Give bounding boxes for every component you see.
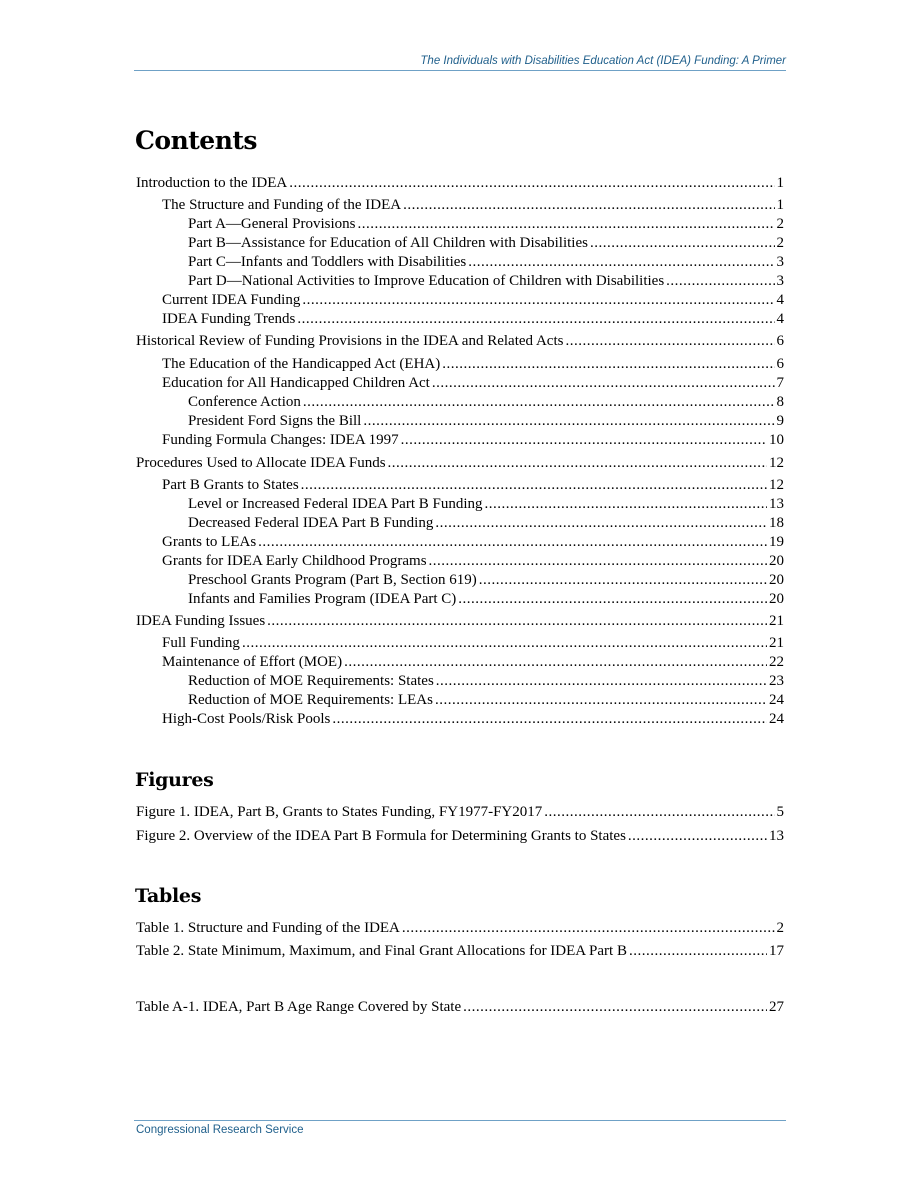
toc-page-number: 23 bbox=[769, 673, 784, 689]
contents-heading: Contents bbox=[135, 126, 258, 155]
toc-entry[interactable]: Infants and Families Program (IDEA Part C) ..... 20 bbox=[188, 590, 784, 609]
toc-entry[interactable]: Historical Review of Funding Provisions in the IDEA and Related Acts ..... 6 bbox=[136, 332, 784, 351]
toc-entry[interactable]: IDEA Funding Issues ..... 21 bbox=[136, 612, 784, 631]
dot-leader bbox=[432, 374, 775, 393]
dot-leader bbox=[544, 803, 774, 822]
dot-leader bbox=[435, 514, 767, 533]
dot-leader bbox=[242, 634, 767, 653]
toc-page-number: 7 bbox=[776, 375, 784, 391]
toc-entry[interactable]: Introduction to the IDEA ..... 1 bbox=[136, 174, 784, 193]
toc-page-number: 24 bbox=[769, 692, 784, 708]
toc-page-number: 17 bbox=[769, 943, 784, 959]
toc-entry[interactable]: Education for All Handicapped Children Act ..... 7 bbox=[162, 374, 784, 393]
toc-entry[interactable]: Preschool Grants Program (Part B, Section 619) ..... 20 bbox=[188, 571, 784, 590]
toc-page-number: 6 bbox=[776, 333, 784, 349]
dot-leader bbox=[590, 234, 775, 253]
toc-page-number: 6 bbox=[776, 356, 784, 372]
toc-page-number: 4 bbox=[776, 292, 784, 308]
toc-entry[interactable]: Current IDEA Funding ..... 4 bbox=[162, 291, 784, 310]
toc-entry[interactable]: Full Funding ..... 21 bbox=[162, 634, 784, 653]
table-entry[interactable]: Table 1. Structure and Funding of the IDEA ..... 2 bbox=[136, 919, 784, 938]
toc-entry[interactable]: Conference Action ..... 8 bbox=[188, 393, 784, 412]
dot-leader bbox=[463, 998, 767, 1017]
toc-entry[interactable]: President Ford Signs the Bill ..... 9 bbox=[188, 412, 784, 431]
toc-entry[interactable]: Maintenance of Effort (MOE) ..... 22 bbox=[162, 653, 784, 672]
dot-leader bbox=[402, 919, 775, 938]
toc-page-number: 20 bbox=[769, 591, 784, 607]
toc-page-number: 5 bbox=[776, 804, 784, 820]
toc-entry[interactable]: Part D—National Activities to Improve Education of Children with Disabilities ..... 3 bbox=[188, 272, 784, 291]
dot-leader bbox=[666, 272, 774, 291]
toc-page-number: 2 bbox=[776, 920, 784, 936]
dot-leader bbox=[303, 393, 775, 412]
running-header: The Individuals with Disabilities Education Act (IDEA) Funding: A Primer bbox=[420, 55, 786, 67]
toc-page-number: 2 bbox=[776, 235, 784, 251]
dot-leader bbox=[442, 355, 774, 374]
toc-page-number: 13 bbox=[769, 496, 784, 512]
toc-page-number: 1 bbox=[776, 175, 784, 191]
figures-heading: Figures bbox=[135, 769, 214, 791]
toc-page-number: 19 bbox=[769, 534, 784, 550]
toc-entry[interactable]: Part B—Assistance for Education of All Children with Disabilities ..... 2 bbox=[188, 234, 784, 253]
figure-entry[interactable]: Figure 1. IDEA, Part B, Grants to States Funding, FY1977-FY2017 ..... 5 bbox=[136, 803, 784, 822]
dot-leader bbox=[297, 310, 774, 329]
footer-org: Congressional Research Service bbox=[136, 1124, 304, 1136]
dot-leader bbox=[458, 590, 767, 609]
toc-entry[interactable]: The Structure and Funding of the IDEA ..... 1 bbox=[162, 196, 784, 215]
toc-page-number: 12 bbox=[769, 455, 784, 471]
toc-entry[interactable]: Part C—Infants and Toddlers with Disabilities ..... 3 bbox=[188, 253, 784, 272]
dot-leader bbox=[565, 332, 774, 351]
toc-entry[interactable]: Part B Grants to States ..... 12 bbox=[162, 476, 784, 495]
dot-leader bbox=[479, 571, 767, 590]
dot-leader bbox=[267, 612, 767, 631]
toc-page-number: 8 bbox=[776, 394, 784, 410]
dot-leader bbox=[629, 942, 767, 961]
toc-entry[interactable]: Funding Formula Changes: IDEA 1997 ..... 10 bbox=[162, 431, 784, 450]
toc-entry[interactable]: Level or Increased Federal IDEA Part B Funding ..... 13 bbox=[188, 495, 784, 514]
toc-entry[interactable]: High-Cost Pools/Risk Pools ..... 24 bbox=[162, 710, 784, 729]
dot-leader bbox=[258, 533, 767, 552]
toc-page-number: 3 bbox=[776, 273, 784, 289]
dot-leader bbox=[468, 253, 774, 272]
toc-entry[interactable]: Grants to LEAs ..... 19 bbox=[162, 533, 784, 552]
dot-leader bbox=[435, 691, 767, 710]
toc-page-number: 24 bbox=[769, 711, 784, 727]
toc-page-number: 18 bbox=[769, 515, 784, 531]
toc-page-number: 27 bbox=[769, 999, 784, 1015]
header-divider bbox=[134, 70, 786, 71]
toc-page-number: 13 bbox=[769, 828, 784, 844]
dot-leader bbox=[628, 827, 767, 846]
toc-entry[interactable]: The Education of the Handicapped Act (EHA) ..... 6 bbox=[162, 355, 784, 374]
toc-page-number: 10 bbox=[769, 432, 784, 448]
toc-page-number: 1 bbox=[776, 197, 784, 213]
toc-entry[interactable]: Decreased Federal IDEA Part B Funding ..... 18 bbox=[188, 514, 784, 533]
toc-page-number: 9 bbox=[776, 413, 784, 429]
toc-page-number: 21 bbox=[769, 613, 784, 629]
toc-page-number: 4 bbox=[776, 311, 784, 327]
toc-page-number: 21 bbox=[769, 635, 784, 651]
toc-entry[interactable]: Reduction of MOE Requirements: LEAs ..... 24 bbox=[188, 691, 784, 710]
dot-leader bbox=[485, 495, 768, 514]
dot-leader bbox=[363, 412, 774, 431]
dot-leader bbox=[401, 431, 767, 450]
dot-leader bbox=[289, 174, 774, 193]
toc-entry[interactable]: Grants for IDEA Early Childhood Programs ..... 20 bbox=[162, 552, 784, 571]
dot-leader bbox=[344, 653, 767, 672]
dot-leader bbox=[436, 672, 767, 691]
dot-leader bbox=[302, 291, 774, 310]
dot-leader bbox=[301, 476, 767, 495]
toc-entry[interactable]: Part A—General Provisions ..... 2 bbox=[188, 215, 784, 234]
toc-entry[interactable]: Reduction of MOE Requirements: States ..... 23 bbox=[188, 672, 784, 691]
toc-page-number: 20 bbox=[769, 572, 784, 588]
dot-leader bbox=[429, 552, 767, 571]
figure-entry[interactable]: Figure 2. Overview of the IDEA Part B Formula for Determining Grants to States ..... 13 bbox=[136, 827, 784, 846]
toc-entry[interactable]: Procedures Used to Allocate IDEA Funds ..... 12 bbox=[136, 454, 784, 473]
dot-leader bbox=[403, 196, 774, 215]
dot-leader bbox=[357, 215, 774, 234]
toc-page-number: 12 bbox=[769, 477, 784, 493]
table-entry[interactable]: Table 2. State Minimum, Maximum, and Final Grant Allocations for IDEA Part B ..... 17 bbox=[136, 942, 784, 961]
toc-entry[interactable]: IDEA Funding Trends ..... 4 bbox=[162, 310, 784, 329]
dot-leader bbox=[332, 710, 767, 729]
toc-page-number: 22 bbox=[769, 654, 784, 670]
tables-heading: Tables bbox=[135, 885, 202, 907]
toc-page-number: 3 bbox=[776, 254, 784, 270]
toc-page-number: 20 bbox=[769, 553, 784, 569]
footer-divider bbox=[134, 1120, 786, 1121]
appendix-table-entry[interactable]: Table A-1. IDEA, Part B Age Range Covered by State ..... 27 bbox=[136, 998, 784, 1017]
dot-leader bbox=[388, 454, 767, 473]
toc-page-number: 2 bbox=[776, 216, 784, 232]
